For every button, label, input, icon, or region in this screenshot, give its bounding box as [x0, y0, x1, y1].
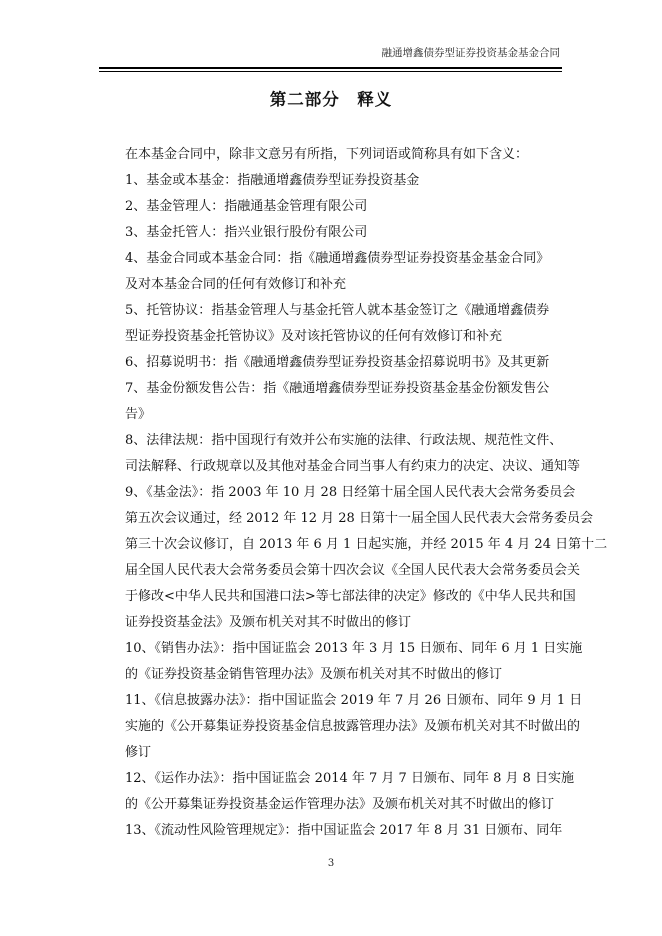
- paragraph-line: 7、基金份额发售公告：指《融通增鑫债券型证券投资基金基金份额发售公: [125, 381, 550, 396]
- running-header: 融通增鑫债券型证券投资基金基金合同: [381, 47, 560, 59]
- section-title: 第二部分 释义: [269, 90, 393, 109]
- paragraph-line: 9、《基金法》：指 2003 年 10 月 28 日经第十届全国人民代表大会常务委员会: [125, 485, 576, 500]
- paragraph-line: 届全国人民代表大会常务委员会第十四次会议《全国人民代表大会常务委员会关: [125, 563, 581, 578]
- paragraph-line: 13、《流动性风险管理规定》：指中国证监会 2017 年 8 月 31 日颁布、同年: [125, 823, 563, 838]
- paragraph-line: 11、《信息披露办法》：指中国证监会 2019 年 7 月 26 日颁布、同年 9 月 1 日: [125, 693, 583, 708]
- definition-paragraph: [99, 142, 563, 168]
- paragraph-line: 实施的《公开募集证券投资基金信息披露管理办法》及颁布机关对其不时做出的: [125, 719, 581, 734]
- paragraph-line: 证券投资基金法》及颁布机关对其不时做出的修订: [125, 615, 412, 630]
- definition-paragraph: [99, 688, 583, 766]
- paragraph-line: 的《证券投资基金销售管理办法》及颁布机关对其不时做出的修订: [125, 667, 503, 682]
- definition-paragraph: [99, 168, 563, 194]
- paragraph-line: 的《公开募集证券投资基金运作管理办法》及颁布机关对其不时做出的修订: [125, 797, 555, 812]
- paragraph-line: 在本基金合同中，除非文意另有所指，下列词语或简称具有如下含义：: [125, 147, 529, 162]
- definition-paragraph: [99, 818, 563, 844]
- definition-paragraph: [99, 246, 563, 298]
- paragraph-line: 司法解释、行政规章以及其他对基金合同当事人有约束力的决定、决议、通知等: [125, 459, 581, 474]
- header-rule-thin: [99, 71, 562, 72]
- paragraph-line: 4、基金合同或本基金合同：指《融通增鑫债券型证券投资基金基金合同》: [125, 251, 550, 266]
- paragraph-line: 第五次会议通过，经 2012 年 12 月 28 日第十一届全国人民代表大会常务委员会: [125, 511, 593, 526]
- definition-paragraph: [99, 766, 575, 818]
- paragraph-line: 12、《运作办法》：指中国证监会 2014 年 7 月 7 日颁布、同年 8 月 8 日实施: [125, 771, 575, 786]
- body-text: [99, 142, 608, 844]
- definition-paragraph: [99, 376, 563, 428]
- paragraph-line: 2、基金管理人：指融通基金管理有限公司: [125, 199, 368, 214]
- paragraph-line: 1、基金或本基金：指融通增鑫债券型证券投资基金: [125, 173, 420, 188]
- paragraph-line: 6、招募说明书：指《融通增鑫债券型证券投资基金招募说明书》及其更新: [125, 355, 550, 370]
- definition-paragraph: [99, 636, 583, 688]
- definition-paragraph: [99, 480, 608, 636]
- paragraph-line: 3、基金托管人：指兴业银行股份有限公司: [125, 225, 368, 240]
- definition-paragraph: [99, 220, 563, 246]
- paragraph-line: 5、托管协议：指基金管理人与基金托管人就本基金签订之《融通增鑫债券: [125, 303, 550, 318]
- definition-paragraph: [99, 298, 563, 350]
- paragraph-line: 8、法律法规：指中国现行有效并公布实施的法律、行政法规、规范性文件、: [125, 433, 563, 448]
- definition-paragraph: [99, 194, 563, 220]
- paragraph-line: 10、《销售办法》：指中国证监会 2013 年 3 月 15 日颁布、同年 6 月 1 日实施: [125, 641, 583, 656]
- paragraph-line: 及对本基金合同的任何有效修订和补充: [125, 277, 347, 292]
- paragraph-line: 于修改<中华人民共和国港口法>等七部法律的决定》修改的《中华人民共和国: [125, 589, 576, 604]
- page-number: 3: [327, 858, 335, 869]
- header-rule-thick: [99, 67, 562, 69]
- paragraph-line: 修订: [125, 745, 152, 760]
- paragraph-line: 告》: [125, 407, 152, 422]
- definition-paragraph: [99, 428, 581, 480]
- definition-paragraph: [99, 350, 563, 376]
- paragraph-line: 型证券投资基金托管协议》及对该托管协议的任何有效修订和补充: [125, 329, 503, 344]
- paragraph-line: 第三十次会议修订，自 2013 年 6 月 1 日起实施，并经 2015 年 4 月 24 日第十二: [125, 537, 608, 552]
